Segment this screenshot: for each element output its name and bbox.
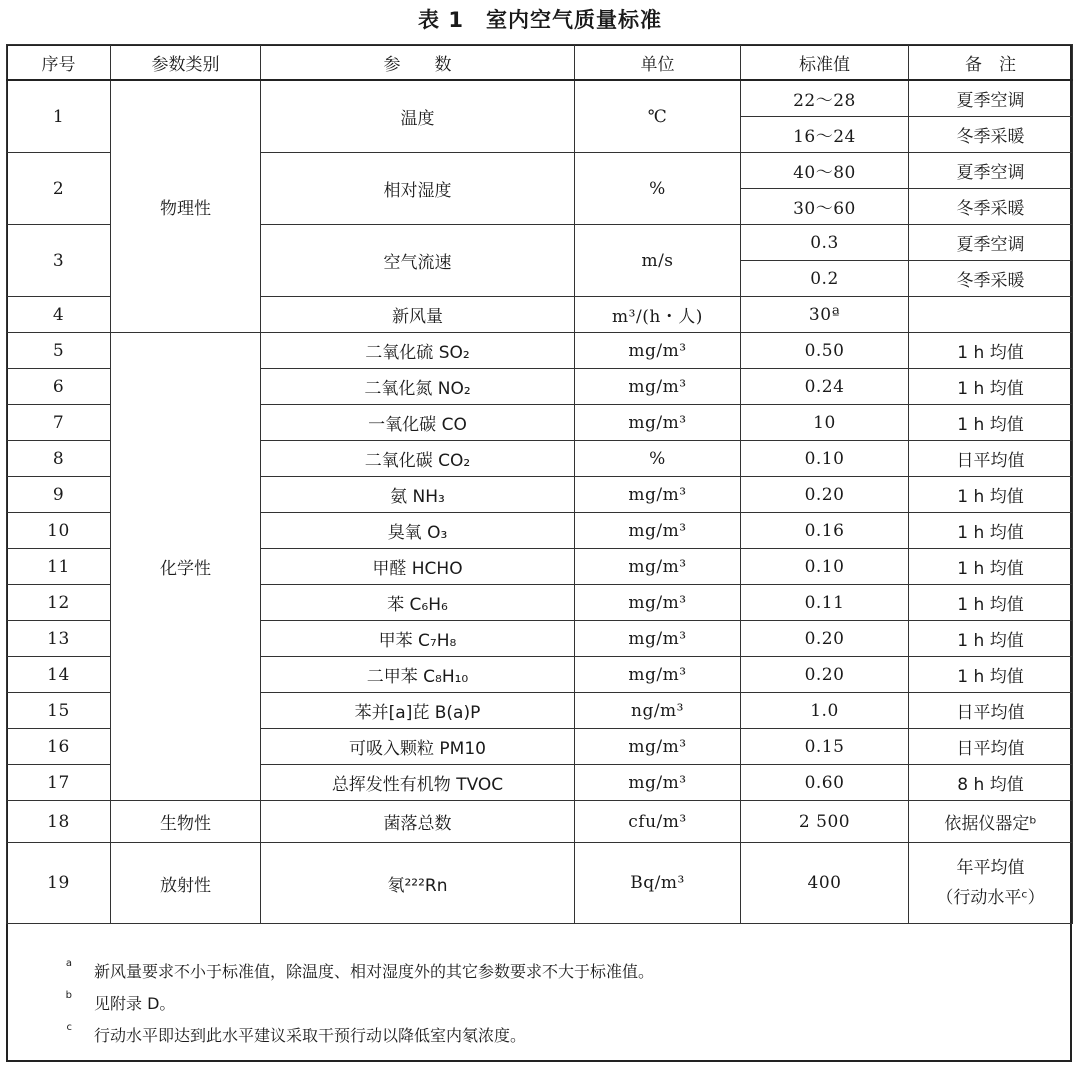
row-number: 14	[7, 657, 111, 693]
unit: %	[575, 153, 741, 225]
table-title: 表 1 室内空气质量标准	[418, 8, 662, 32]
unit: cfu/m³	[575, 801, 741, 843]
standard-value: 0.24	[741, 369, 909, 405]
footnotes	[6, 940, 1072, 1062]
unit: m/s	[575, 225, 741, 297]
air-quality-standard-table	[6, 44, 1073, 924]
standard-value: 0.10	[741, 441, 909, 477]
parameter-name: 总挥发性有机物 TVOC	[261, 765, 575, 801]
header-remarks: 备 注	[909, 45, 1073, 81]
standard-value: 0.16	[741, 513, 909, 549]
standard-value: 40～80	[741, 153, 909, 189]
table-row	[7, 333, 1073, 369]
header-no: 序号	[7, 45, 111, 81]
standard-value: 0.10	[741, 549, 909, 585]
header-standard-value: 标准值	[741, 45, 909, 81]
header-category: 参数类别	[111, 45, 261, 81]
parameter-name: 二氧化氮 NO₂	[261, 369, 575, 405]
standard-value: 2 500	[741, 801, 909, 843]
row-number: 4	[7, 297, 111, 333]
row-number: 11	[7, 549, 111, 585]
remark: 日平均值	[909, 441, 1073, 477]
footnote-text: 新风量要求不小于标准值，除温度、相对湿度外的其它参数要求不大于标准值。	[94, 961, 655, 981]
remark: 夏季空调	[909, 153, 1073, 189]
category-physical: 物理性	[111, 80, 261, 333]
unit: mg/m³	[575, 369, 741, 405]
remark: 日平均值	[909, 693, 1073, 729]
unit: mg/m³	[575, 513, 741, 549]
unit: m³/(h・人)	[575, 297, 741, 333]
row-number: 9	[7, 477, 111, 513]
row-number: 12	[7, 585, 111, 621]
remark: 1 h 均值	[909, 621, 1073, 657]
parameter-name: 苯并[a]芘 B(a)P	[261, 693, 575, 729]
row-number: 7	[7, 405, 111, 441]
remark: 1 h 均值	[909, 513, 1073, 549]
category-biological: 生物性	[111, 801, 261, 843]
row-number: 5	[7, 333, 111, 369]
standard-value: 0.15	[741, 729, 909, 765]
unit: mg/m³	[575, 729, 741, 765]
standard-value: 0.60	[741, 765, 909, 801]
footnote	[6, 954, 1072, 986]
row-number: 15	[7, 693, 111, 729]
unit: mg/m³	[575, 765, 741, 801]
footnote-text: 见附录 D。	[94, 993, 176, 1013]
table-row	[7, 801, 1073, 843]
row-number: 8	[7, 441, 111, 477]
parameter-name: 菌落总数	[261, 801, 575, 843]
row-number: 18	[7, 801, 111, 843]
footnote	[6, 1018, 1072, 1050]
remark-line: （行动水平ᶜ）	[936, 888, 1045, 908]
parameter-name: 臭氧 O₃	[261, 513, 575, 549]
standard-value: 0.50	[741, 333, 909, 369]
parameter-name: 相对湿度	[261, 153, 575, 225]
remark: 8 h 均值	[909, 765, 1073, 801]
remark	[909, 843, 1073, 924]
parameter-name: 一氧化碳 CO	[261, 405, 575, 441]
standard-value: 0.20	[741, 477, 909, 513]
row-number: 16	[7, 729, 111, 765]
unit: %	[575, 441, 741, 477]
remark: 夏季空调	[909, 225, 1073, 261]
remark: 夏季空调	[909, 80, 1073, 117]
unit: mg/m³	[575, 585, 741, 621]
unit: mg/m³	[575, 405, 741, 441]
parameter-name: 可吸入颗粒 PM10	[261, 729, 575, 765]
parameter-name: 温度	[261, 80, 575, 153]
standard-value: 10	[741, 405, 909, 441]
remark: 1 h 均值	[909, 333, 1073, 369]
parameter-name: 氨 NH₃	[261, 477, 575, 513]
unit: mg/m³	[575, 621, 741, 657]
remark: 1 h 均值	[909, 585, 1073, 621]
parameter-name: 空气流速	[261, 225, 575, 297]
standard-value: 0.2	[741, 261, 909, 297]
remark: 冬季采暖	[909, 261, 1073, 297]
table-header-row	[7, 45, 1073, 81]
unit: ℃	[575, 80, 741, 153]
parameter-name: 甲苯 C₇H₈	[261, 621, 575, 657]
footnote	[6, 986, 1072, 1018]
standard-value: 0.11	[741, 585, 909, 621]
row-number: 13	[7, 621, 111, 657]
standard-value: 0.20	[741, 657, 909, 693]
standard-value: 22～28	[741, 80, 909, 117]
footnote-mark: a	[65, 958, 72, 969]
remark: 1 h 均值	[909, 549, 1073, 585]
remark: 冬季采暖	[909, 117, 1073, 153]
remark: 日平均值	[909, 729, 1073, 765]
category-chemical: 化学性	[111, 333, 261, 801]
header-parameter: 参 数	[261, 45, 575, 81]
parameter-name: 苯 C₆H₆	[261, 585, 575, 621]
remark: 1 h 均值	[909, 405, 1073, 441]
row-number: 1	[7, 80, 111, 153]
standard-value: 30～60	[741, 189, 909, 225]
row-number: 2	[7, 153, 111, 225]
row-number: 19	[7, 843, 111, 924]
remark: 1 h 均值	[909, 369, 1073, 405]
remark: 依据仪器定ᵇ	[909, 801, 1073, 843]
parameter-name: 二氧化硫 SO₂	[261, 333, 575, 369]
standard-value: 16～24	[741, 117, 909, 153]
row-number: 17	[7, 765, 111, 801]
remark-line: 年平均值	[956, 858, 1025, 878]
parameter-name: 氡²²²Rn	[261, 843, 575, 924]
remark: 1 h 均值	[909, 657, 1073, 693]
unit: ng/m³	[575, 693, 741, 729]
unit: Bq/m³	[575, 843, 741, 924]
footnote-text: 行动水平即达到此水平建议采取干预行动以降低室内氡浓度。	[94, 1025, 527, 1045]
unit: mg/m³	[575, 477, 741, 513]
standard-value: 0.3	[741, 225, 909, 261]
unit: mg/m³	[575, 333, 741, 369]
parameter-name: 二甲苯 C₈H₁₀	[261, 657, 575, 693]
header-unit: 单位	[575, 45, 741, 81]
remark: 1 h 均值	[909, 477, 1073, 513]
category-radioactive: 放射性	[111, 843, 261, 924]
standard-value: 0.20	[741, 621, 909, 657]
standard-value: 1.0	[741, 693, 909, 729]
table-row	[7, 843, 1073, 924]
standard-value: 400	[741, 843, 909, 924]
unit: mg/m³	[575, 657, 741, 693]
parameter-name: 新风量	[261, 297, 575, 333]
unit: mg/m³	[575, 549, 741, 585]
row-number: 10	[7, 513, 111, 549]
table-row	[7, 80, 1073, 117]
parameter-name: 甲醛 HCHO	[261, 549, 575, 585]
remark: 冬季采暖	[909, 189, 1073, 225]
remark	[909, 297, 1073, 333]
standard-value: 30ª	[741, 297, 909, 333]
parameter-name: 二氧化碳 CO₂	[261, 441, 575, 477]
row-number: 3	[7, 225, 111, 297]
footnote-mark: b	[65, 990, 72, 1001]
row-number: 6	[7, 369, 111, 405]
footnote-mark: c	[66, 1022, 72, 1033]
